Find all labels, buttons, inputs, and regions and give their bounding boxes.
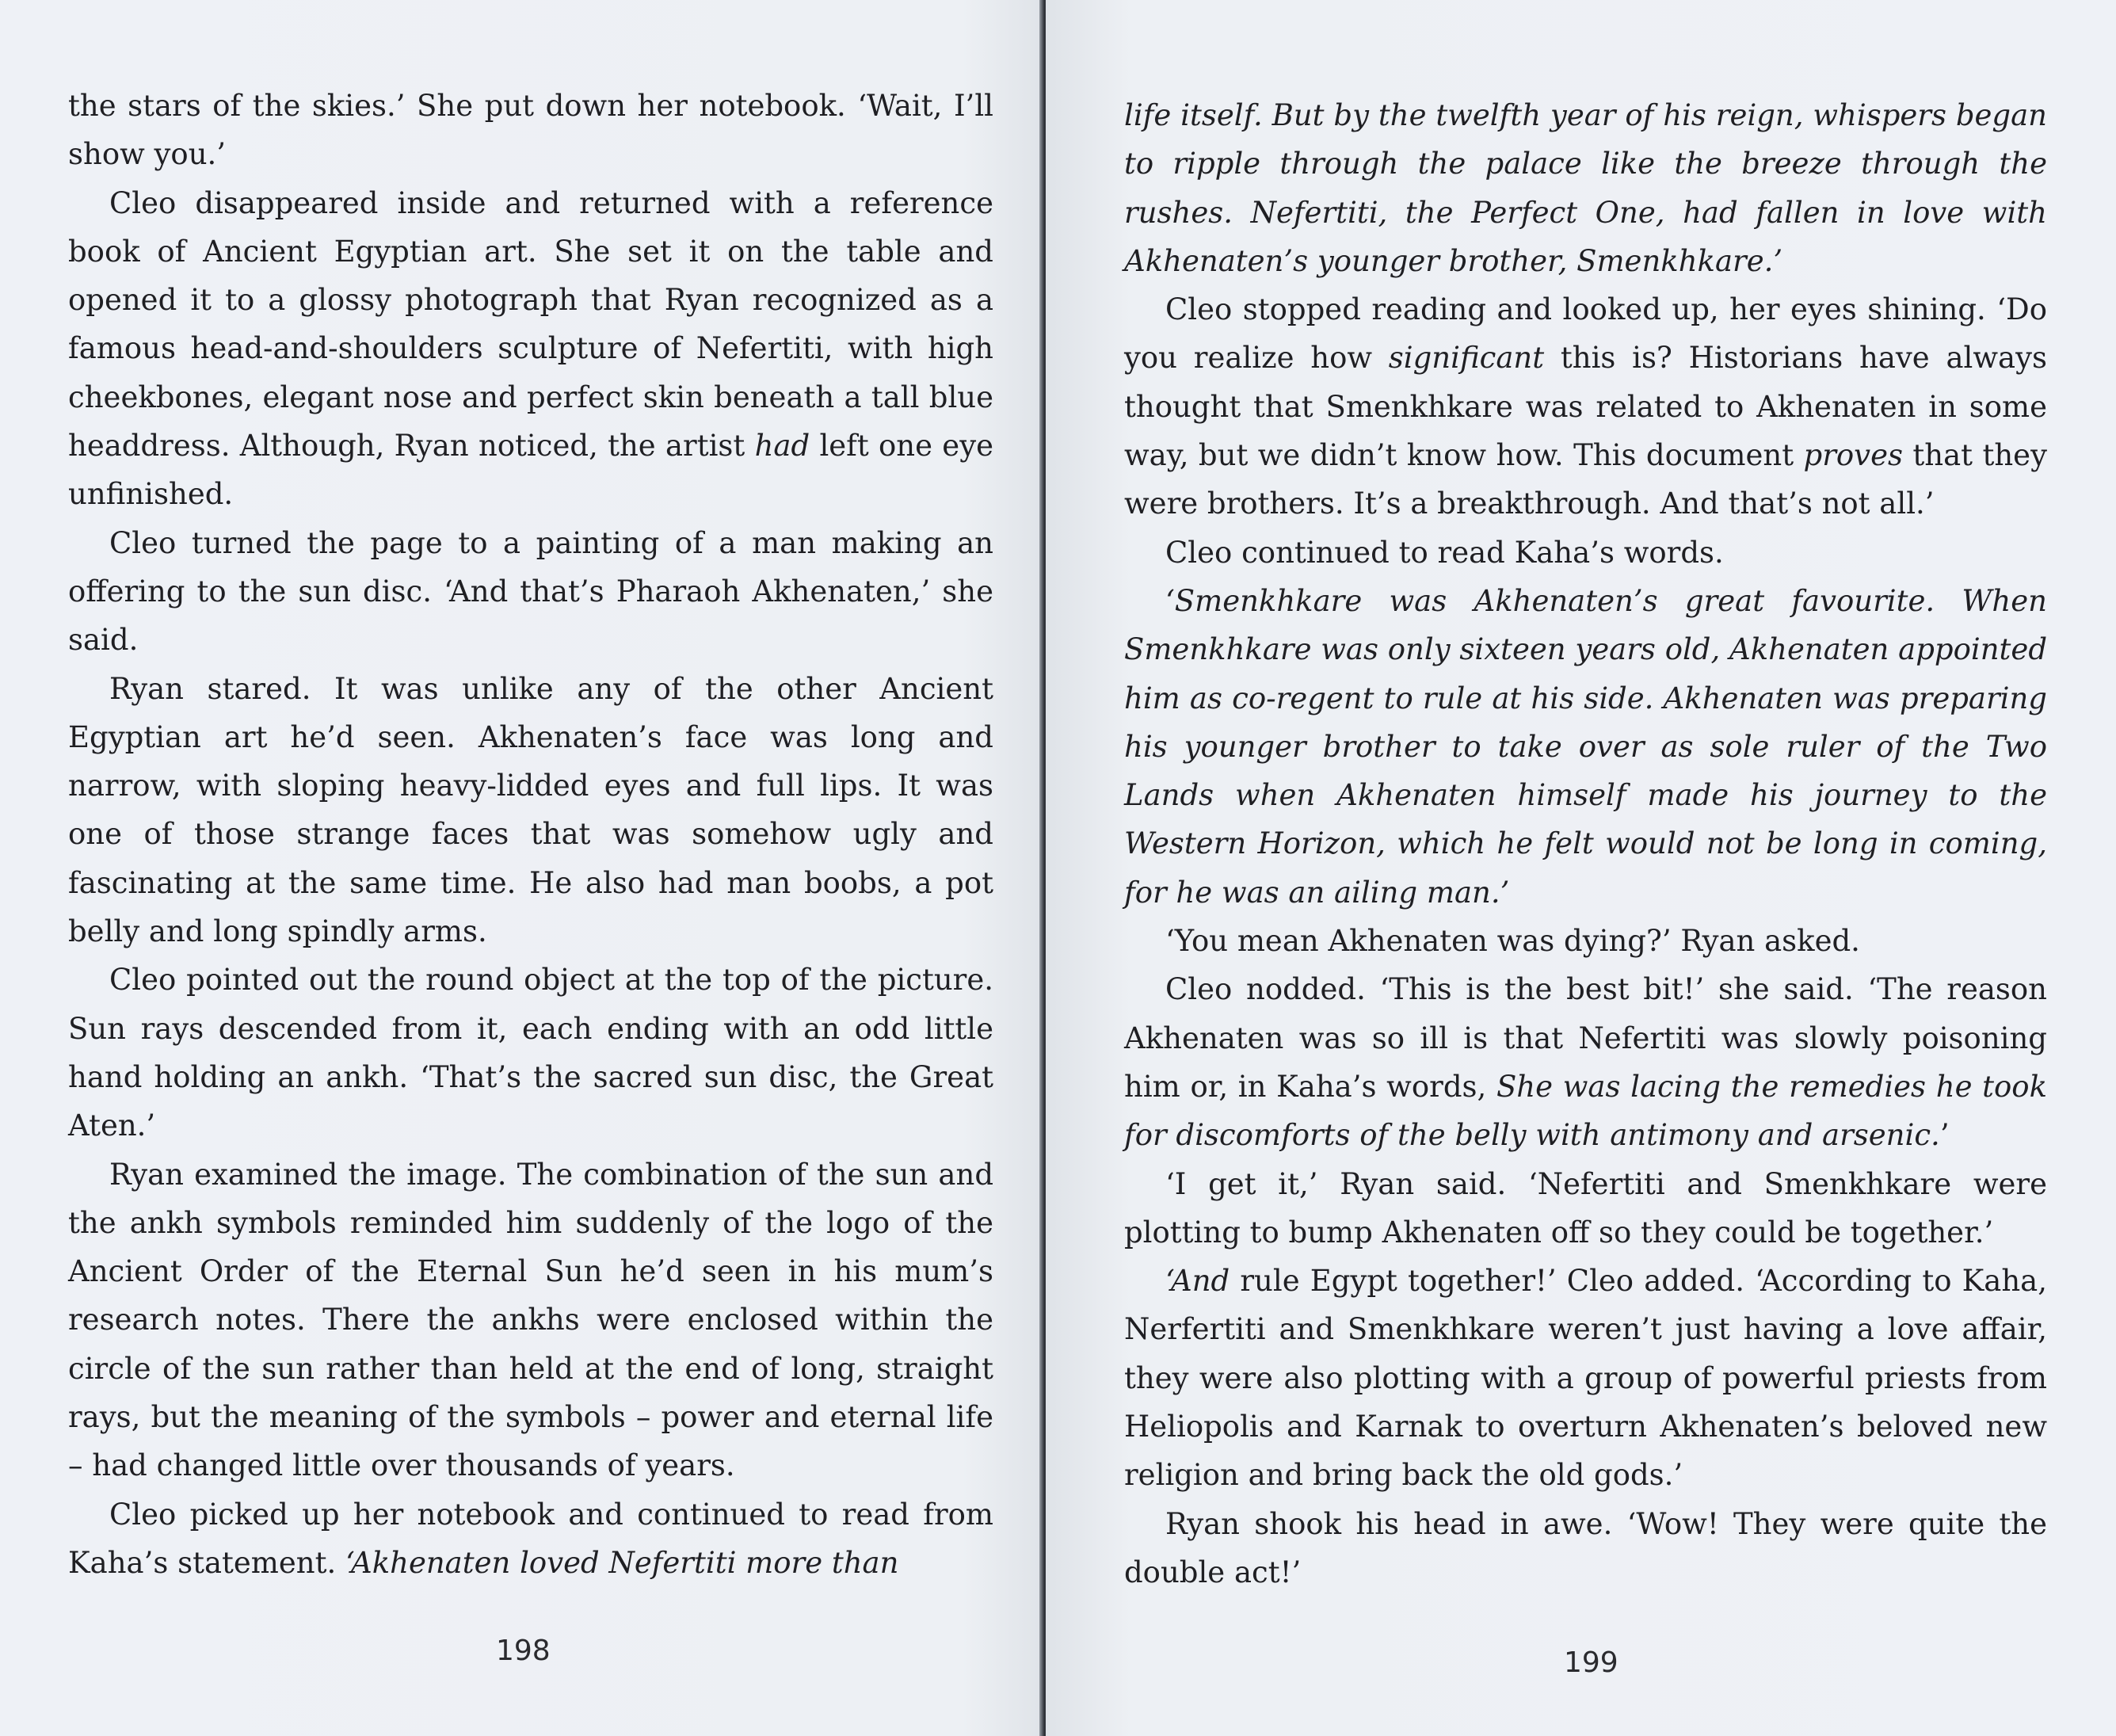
paragraph: [1124, 91, 2047, 285]
italic-text-run: ‘And: [1165, 1264, 1230, 1299]
text-run: Cleo picked up her notebook and continued to read from Kaha’s statement.: [68, 1497, 993, 1580]
text-run: Cleo pointed out the round object at the top of the picture. Sun rays descended from it, each ending with an odd little hand holding an ankh. ‘That’s the sacred sun disc, the Great Aten.’: [68, 963, 993, 1143]
paragraph: [1124, 577, 2047, 917]
text-run: the stars of the skies.’ She put down her notebook. ‘Wait, I’ll show you.’: [68, 89, 993, 172]
text-run: Cleo disappeared inside and returned with a reference book of Ancient Egyptian art. She set it on the table and opened it to a glossy photograph that Ryan recognized as a famous head-and-shoulders sculpture of Nefertiti, with high cheekbones, elegant nose and perfect skin beneath a tall blue headdress. Although, Ryan noticed, the artist: [68, 185, 993, 464]
text-run: ‘I get it,’ Ryan said. ‘Nefertiti and Smenkhkare were plotting to bump Akhenaten off so they could be together.’: [1124, 1166, 2047, 1250]
paragraph: [1124, 917, 2047, 965]
italic-text-run: significant: [1388, 341, 1545, 376]
text-run: ’: [1939, 1118, 1950, 1153]
text-run: this is? Historians have always thought that Smenkhkare was related to Akhenaten in some way, but we didn’t know how. This document: [1124, 341, 2047, 473]
text-run: left one eye unfinished.: [68, 429, 993, 512]
text-run: Cleo stopped reading and looked up, her eyes shining. ‘Do you realize how: [1124, 292, 2047, 376]
left-page: [0, 0, 1046, 1736]
page-number-right: 199: [1564, 1646, 1618, 1679]
text-run: Ryan stared. It was unlike any of the other Ancient Egyptian art he’d seen. Akhenaten’s face was long and narrow, with sloping heavy-lidded eyes and full lips. It was one of those strange faces that was somehow ugly and fascinating at the same time. He also had man boobs, a pot belly and long spindly arms.: [68, 671, 993, 949]
paragraph: [1124, 528, 2047, 577]
paragraph: [1124, 1500, 2047, 1597]
text-run: Ryan shook his head in awe. ‘Wow! They were quite the double act!’: [1124, 1506, 2047, 1589]
paragraph: [1124, 285, 2047, 528]
right-page-text: [1124, 91, 2047, 1597]
paragraph: [1124, 965, 2047, 1159]
italic-text-run: had: [754, 429, 810, 464]
paragraph: [1124, 1160, 2047, 1257]
paragraph: [1124, 1257, 2047, 1499]
italic-text-run: ‘Smenkhkare was Akhenaten’s great favourite. When Smenkhkare was only sixteen years old, Akhenaten appointed him as co-regent to rule at his side. Akhenaten was preparing his younger brother to take over as sole ruler of the Two Lands when Akhenaten himself made his journey to the Western Horizon, which he felt would not be long in coming, for he was an ailing man.’: [1124, 583, 2047, 910]
italic-text-run: proves: [1803, 438, 1903, 473]
italic-text-run: life itself. But by the twelfth year of his reign, whispers began to ripple through the palace like the breeze through the rushes. Nefertiti, the Perfect One, had fallen in love with Akhenaten’s younger brother, Smenkhkare.’: [1124, 98, 2047, 278]
paragraph: [68, 82, 993, 179]
italic-text-run: ‘Akhenaten loved Nefertiti more than: [345, 1545, 899, 1580]
paragraph: [68, 956, 993, 1150]
text-run: Cleo turned the page to a painting of a man making an offering to the sun disc. ‘And that’s Pharaoh Akhenaten,’ she said.: [68, 525, 993, 658]
page-number-left: 198: [496, 1635, 551, 1667]
paragraph: [68, 665, 993, 956]
paragraph: [68, 1490, 993, 1588]
text-run: that they were brothers. It’s a breakthrough. And that’s not all.’: [1124, 438, 2047, 521]
text-run: rule Egypt together!’ Cleo added. ‘According to Kaha, Nerfertiti and Smenkhkare weren’t just having a love affair, they were also plotting with a group of powerful priests from Heliopolis and Karnak to overturn Akhenaten’s beloved new religion and bring back the old gods.’: [1124, 1264, 2047, 1493]
paragraph: [68, 179, 993, 519]
text-run: Cleo continued to read Kaha’s words.: [1165, 535, 1724, 570]
text-run: Ryan examined the image. The combination of the sun and the ankh symbols reminded him suddenly of the logo of the Ancient Order of the Eternal Sun he’d seen in his mum’s research notes. There the ankhs were enclosed within the circle of the sun rather than held at the end of long, straight rays, but the meaning of the symbols – power and eternal life – had changed little over thousands of years.: [68, 1157, 993, 1483]
left-page-text: [68, 82, 993, 1587]
paragraph: [68, 519, 993, 665]
text-run: ‘You mean Akhenaten was dying?’ Ryan asked.: [1165, 924, 1860, 959]
paragraph: [68, 1150, 993, 1490]
italic-text-run: She was lacing the remedies he took for discomforts of the belly with antimony and arsenic.: [1124, 1069, 2047, 1153]
right-page: [1046, 0, 2116, 1736]
text-run: Cleo nodded. ‘This is the best bit!’ she said. ‘The reason Akhenaten was so ill is that Nefertiti was slowly poisoning him or, in Kaha’s words,: [1124, 972, 2047, 1104]
